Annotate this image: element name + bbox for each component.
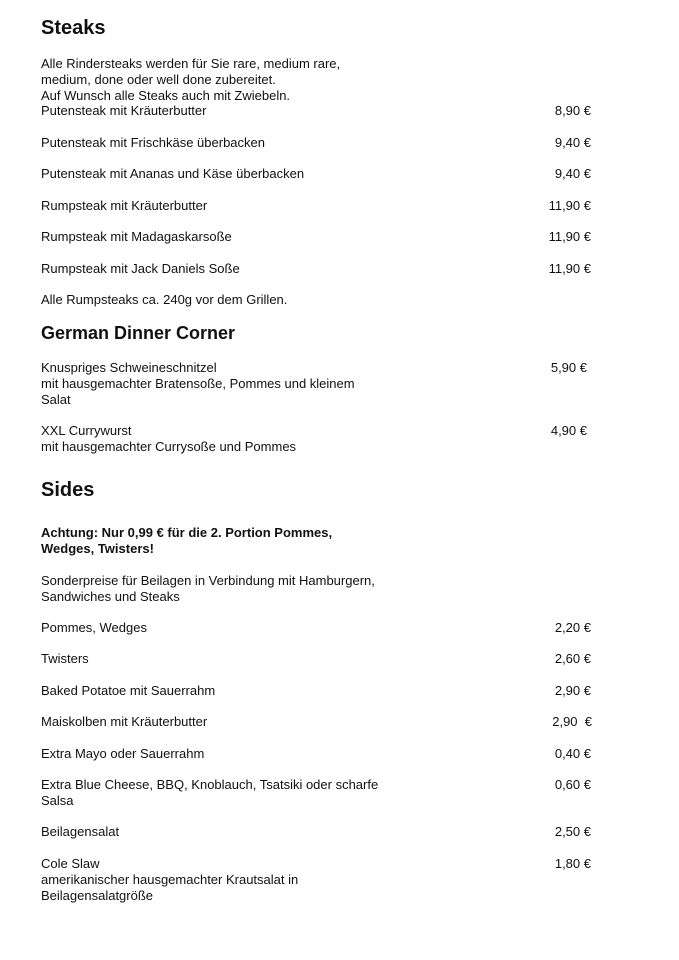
menu-item-price: 1,80 € bbox=[554, 856, 591, 871]
sides-special-line: Sonderpreise für Beilagen in Verbindung mit Hamburgern, bbox=[41, 573, 375, 588]
menu-item-price: 0,40 € bbox=[554, 746, 591, 761]
menu-item-price: 4,90 € bbox=[550, 423, 587, 438]
menu-item-price: 2,20 € bbox=[554, 620, 591, 635]
steaks-intro-line: Alle Rindersteaks werden für Sie rare, medium rare, bbox=[41, 56, 341, 71]
menu-item-price: 11,90 € bbox=[548, 261, 591, 276]
menu-item-name: Extra Mayo oder Sauerrahm bbox=[41, 746, 205, 761]
sides-special-line: Sandwiches und Steaks bbox=[41, 589, 180, 604]
sides-notice-line: Achtung: Nur 0,99 € für die 2. Portion Pommes, bbox=[41, 525, 333, 540]
sides-heading: Sides bbox=[41, 479, 95, 501]
menu-item-price: 0,60 € bbox=[554, 777, 591, 792]
sides-notice bbox=[41, 525, 332, 557]
menu-item-desc: Beilagensalatgröße bbox=[41, 888, 154, 903]
menu-item-desc: mit hausgemachter Currysoße und Pommes bbox=[41, 439, 297, 454]
menu-item bbox=[41, 423, 296, 455]
menu-item-desc: amerikanischer hausgemachter Krautsalat in bbox=[41, 872, 299, 887]
menu-item-price: 8,90 € bbox=[554, 103, 591, 118]
menu-item-price: 11,90 € bbox=[548, 229, 591, 244]
menu-item-name: Pommes, Wedges bbox=[41, 620, 147, 635]
menu-item-desc: mit hausgemachter Bratensoße, Pommes und kleinem bbox=[41, 376, 355, 391]
steaks-intro bbox=[41, 56, 340, 104]
menu-item-price: 11,90 € bbox=[548, 198, 591, 213]
menu-item-price: 2,50 € bbox=[554, 824, 591, 839]
steaks-note: Alle Rumpsteaks ca. 240g vor dem Grillen. bbox=[41, 292, 288, 307]
menu-item-name: Knuspriges Schweineschnitzel bbox=[41, 360, 217, 375]
menu-item-name: Cole Slaw bbox=[41, 856, 100, 871]
menu-item-name: Putensteak mit Frischkäse überbacken bbox=[41, 135, 265, 150]
menu-item-name: Extra Blue Cheese, BBQ, Knoblauch, Tsatsiki oder scharfe bbox=[41, 777, 379, 792]
menu-item-price: 9,40 € bbox=[554, 135, 591, 150]
menu-item bbox=[41, 856, 298, 904]
menu-item-name: Putensteak mit Ananas und Käse überbacken bbox=[41, 166, 305, 181]
steaks-heading: Steaks bbox=[41, 17, 106, 39]
menu-item-price: 5,90 € bbox=[550, 360, 587, 375]
menu-item-name: Rumpsteak mit Jack Daniels Soße bbox=[41, 261, 240, 276]
menu-item-name: Rumpsteak mit Kräuterbutter bbox=[41, 198, 208, 213]
menu-item-price: 2,60 € bbox=[554, 651, 591, 666]
steaks-intro-line: Auf Wunsch alle Steaks auch mit Zwiebeln. bbox=[41, 88, 291, 103]
menu-item bbox=[41, 777, 378, 809]
menu-item-price: 9,40 € bbox=[554, 166, 591, 181]
menu-item-desc: Salat bbox=[41, 392, 71, 407]
german-dinner-heading: German Dinner Corner bbox=[41, 323, 236, 343]
sides-special bbox=[41, 573, 375, 605]
menu-item-name: Beilagensalat bbox=[41, 824, 120, 839]
menu-item-price: 2,90 € bbox=[552, 714, 592, 729]
menu-item-name: Twisters bbox=[41, 651, 89, 666]
menu-item bbox=[41, 360, 355, 408]
menu-item-name: Maiskolben mit Kräuterbutter bbox=[41, 714, 208, 729]
sides-notice-line: Wedges, Twisters! bbox=[41, 541, 154, 556]
menu-item-name: Rumpsteak mit Madagaskarsoße bbox=[41, 229, 232, 244]
steaks-intro-line: medium, done oder well done zubereitet. bbox=[41, 72, 276, 87]
menu-item-name: Baked Potatoe mit Sauerrahm bbox=[41, 683, 216, 698]
menu-item-price: 2,90 € bbox=[554, 683, 591, 698]
menu-item-name: Salsa bbox=[41, 793, 74, 808]
menu-item-name: XXL Currywurst bbox=[41, 423, 132, 438]
menu-item-name: Putensteak mit Kräuterbutter bbox=[41, 103, 207, 118]
